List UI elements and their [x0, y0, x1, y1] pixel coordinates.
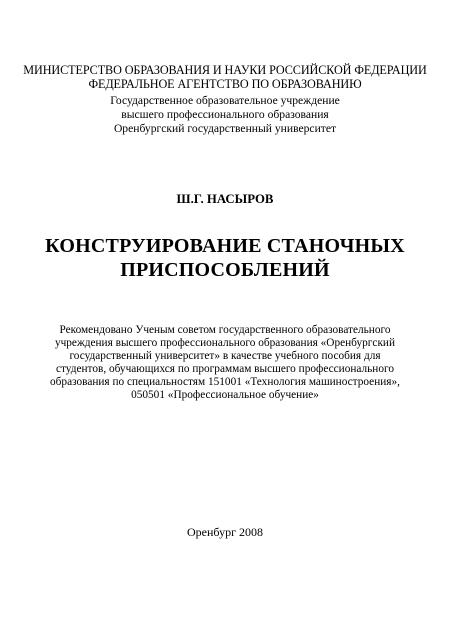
university-name: Оренбургский государственный университет: [113, 122, 337, 135]
book-title-line-2: ПРИСПОСОБЛЕНИЙ: [120, 259, 330, 281]
book-title-line-1: КОНСТРУИРОВАНИЕ СТАНОЧНЫХ: [45, 235, 405, 257]
recommendation-line-4: студентов, обучающихся по программам высшего профессионального: [56, 363, 394, 375]
author-name: Ш.Г. НАСЫРОВ: [176, 192, 274, 206]
ministry-name: МИНИСТЕРСТВО ОБРАЗОВАНИЯ И НАУКИ РОССИЙСКОЙ ФЕДЕРАЦИИ: [23, 63, 427, 77]
recommendation-line-6: 050501 «Профессиональное обучение»: [131, 389, 319, 401]
recommendation-line-2: учреждения высшего профессионального образования «Оренбургский: [54, 337, 396, 349]
recommendation-line-5: образования по специальностям 151001 «Технология машиностроения»,: [50, 376, 400, 388]
recommendation-line-3: государственный университет» в качестве учебного пособия для: [69, 350, 381, 362]
institution-level: высшего профессионального образования: [121, 108, 329, 121]
recommendation-line-1: Рекомендовано Ученым советом государственного образовательного: [59, 324, 391, 336]
agency-name: ФЕДЕРАЛЬНОЕ АГЕНТСТВО ПО ОБРАЗОВАНИЮ: [88, 77, 362, 91]
institution-type: Государственное образовательное учреждение: [110, 94, 340, 107]
city-year: Оренбург 2008: [187, 525, 263, 539]
